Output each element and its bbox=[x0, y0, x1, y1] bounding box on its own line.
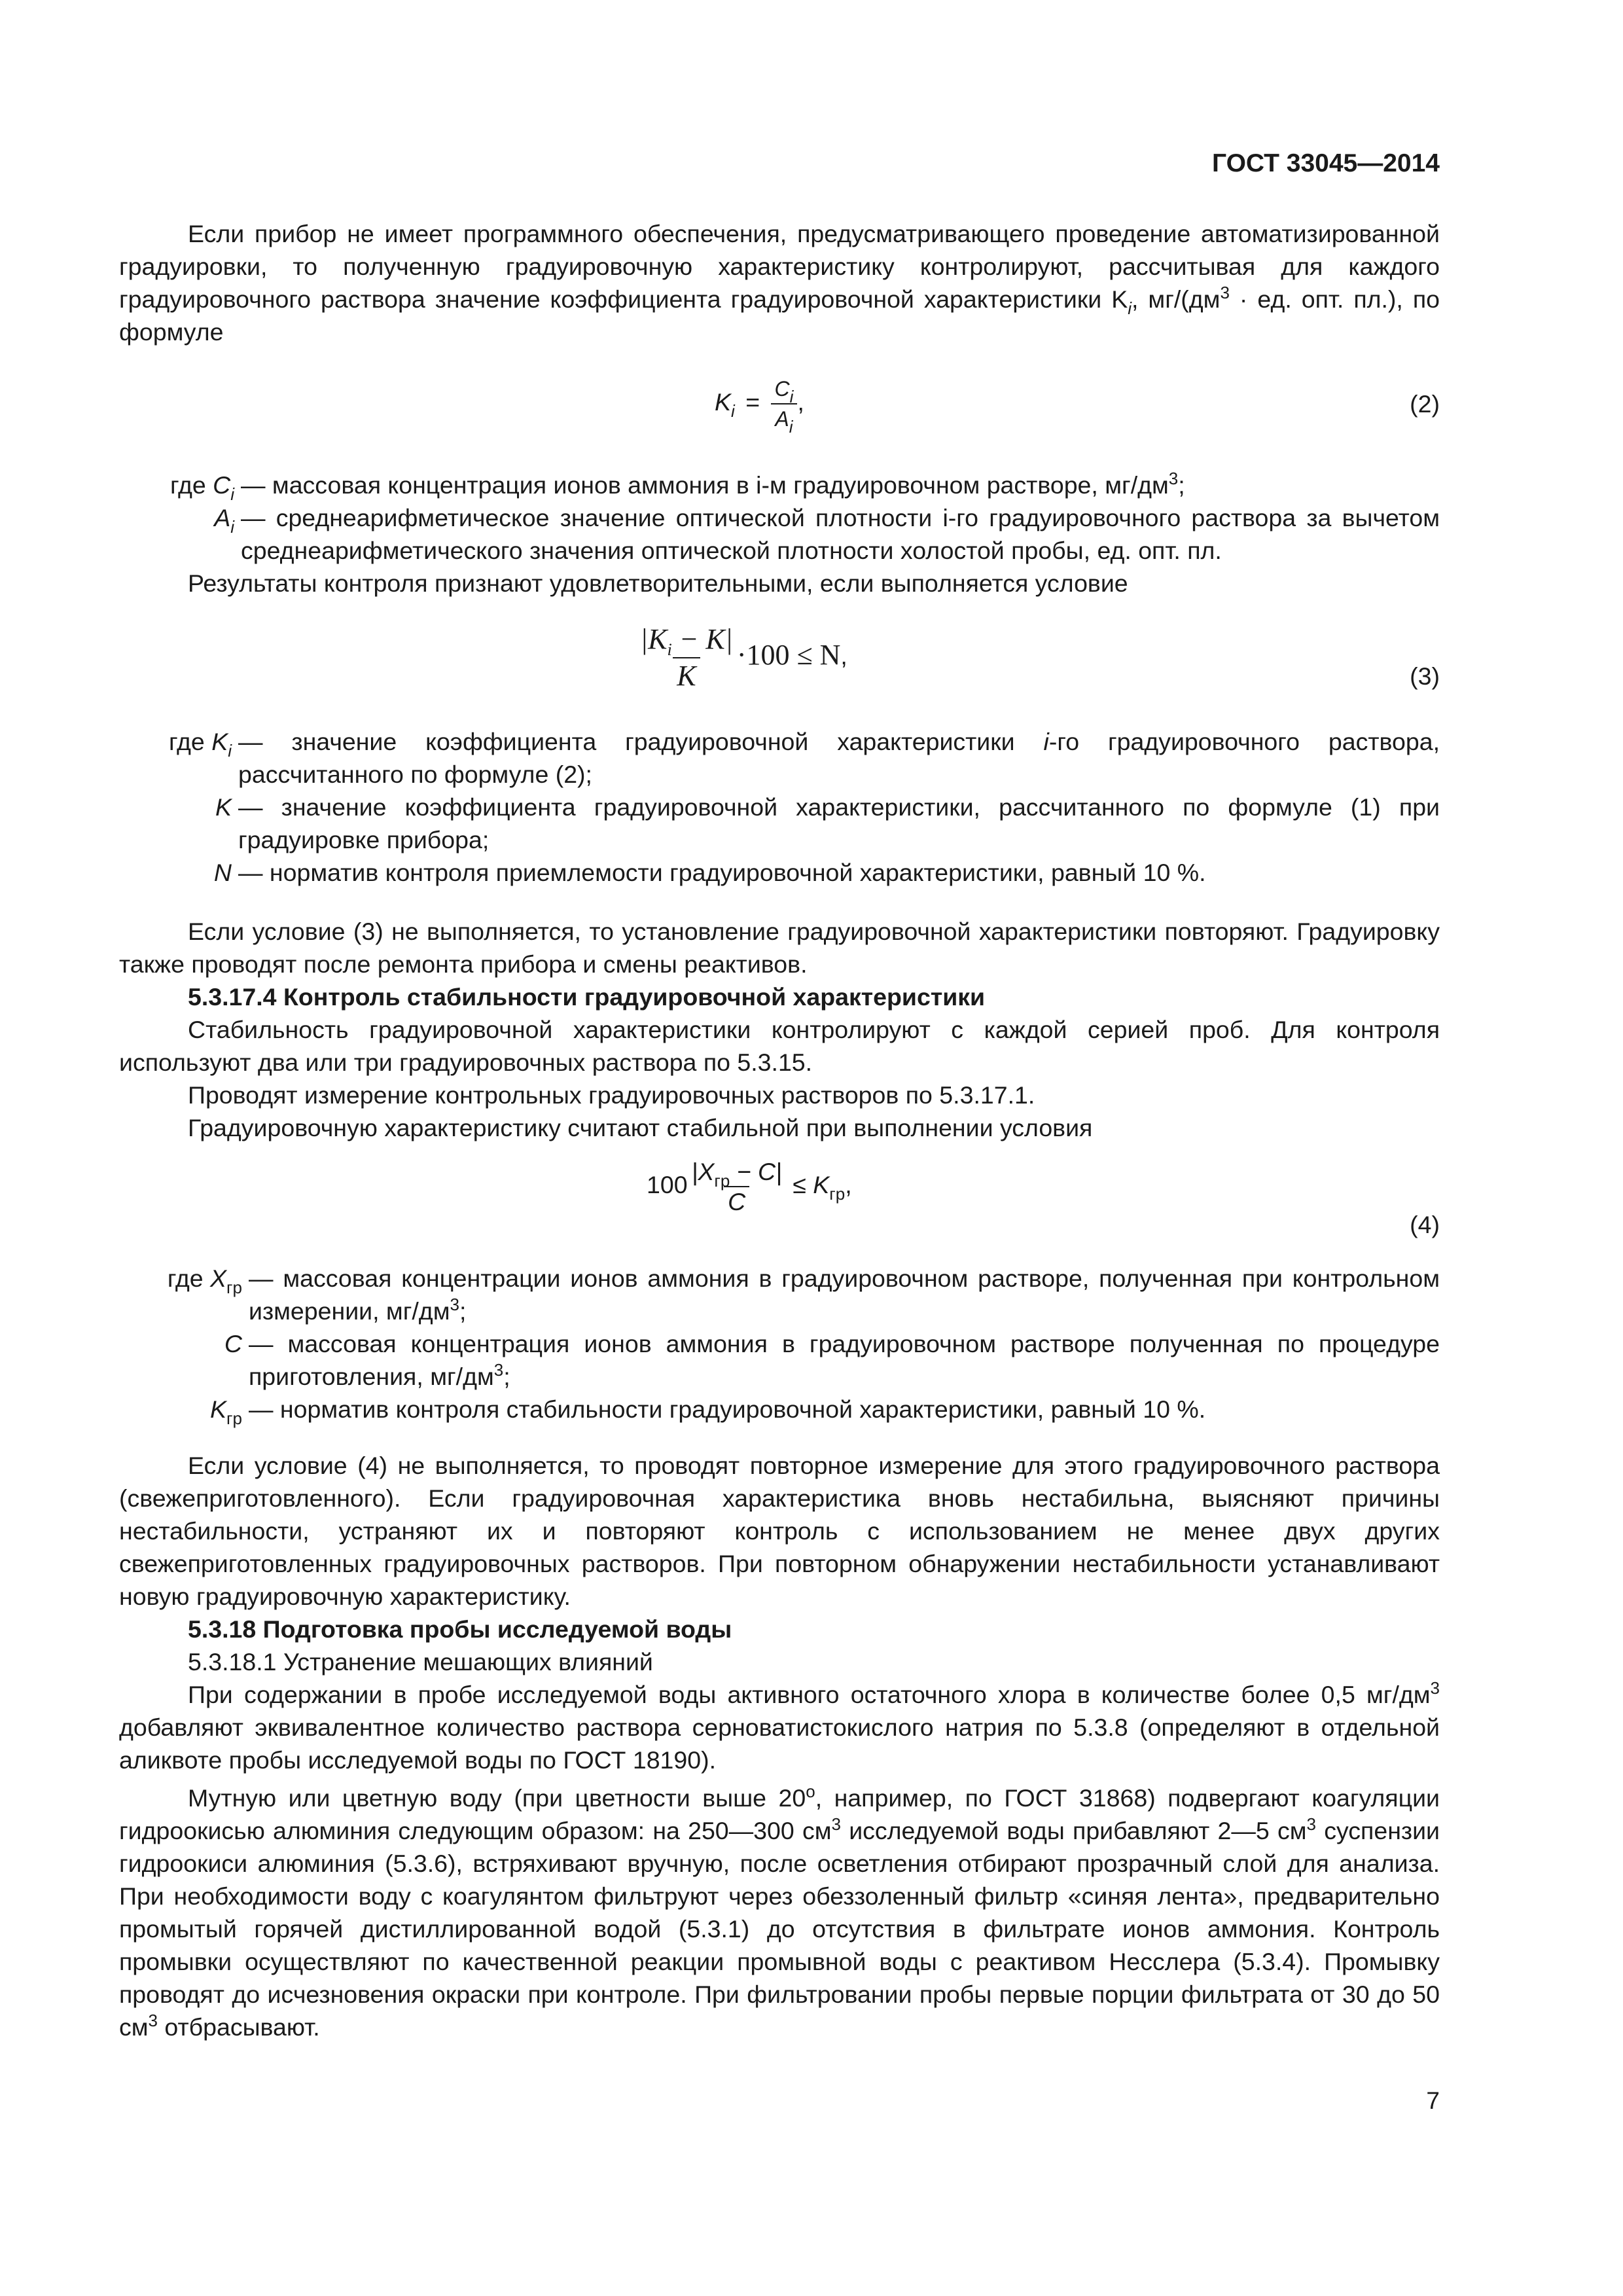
definition-ki: где $K_i$ — значение коэффициента градуировочной характеристики i-го градуировочного раствора, рассчитанного по формуле (2); bbox=[169, 728, 1440, 788]
heading-5-3-18-1: 5.3.18.1 Устранение мешающих влияний bbox=[188, 1648, 653, 1676]
formula-2-number: (2) bbox=[1410, 390, 1440, 418]
definition-c: C — массовая концентрация ионов аммония в градуировочном растворе полученная по процедуре приготовления, $мг/дм^3$; bbox=[224, 1330, 1440, 1390]
para-stability-3: Градуировочную характеристику считают стабильной при выполнении условия bbox=[188, 1114, 1093, 1141]
formula-4: 100 $\frac{|X_{гр} - C|}{C}$ ≤ $K_{гр}$, (4) bbox=[119, 1157, 1440, 1249]
definition-kgr: $K_{гр}$ — норматив контроля стабильности градуировочной характеристики, равный 10 %. bbox=[210, 1395, 1206, 1428]
para-condition-3: Если условие (3) не выполняется, то установление градуировочной характеристики повторяют. Градуировку также проводят после ремонта прибора и смены реактивов. bbox=[119, 918, 1440, 978]
para-chlorine: При содержании в пробе исследуемой воды активного остаточного хлора в количестве более 0,5 $мг/дм^3$ добавляют эквивалентное количество раствора серноватистокислого натрия по 5.3.8 (определяют в отдельной аликвоте пробы исследуемой воды по ГОСТ 18190). bbox=[119, 1678, 1440, 1774]
formula-3-fraction: $\frac{|K_i - K|}{K}$ bbox=[636, 622, 737, 694]
formula-4-fraction: $\frac{|X_{гр} - C|}{C}$ bbox=[691, 1158, 782, 1215]
heading-5-3-17-4: 5.3.17.4 Контроль стабильности градуировочной характеристики bbox=[188, 983, 986, 1011]
para-condition-4: Если условие (4) не выполняется, то проводят повторное измерение для этого градуировочного раствора (свежеприготовленного). Если градуировочная характеристика вновь нестабильна, выясняют причины нестабильности, устраняют их и повторяют контроль с использованием не менее двух других свежеприготовленных градуировочных растворов. При повторном обнаружении нестабильности устанавливают новую градуировочную характеристику. bbox=[119, 1452, 1440, 1610]
para-coagulation: Мутную или цветную воду (при цветности выше 20$^o$, например, по ГОСТ 31868) подвергают коагуляции гидроокисью алюминия следующим образом: на 250—300 $см^3$ исследуемой воды прибавляют 2—5 $см^3$ суспензии гидроокиси алюминия (5.3.6), встряхивают вручную, после осветления отбирают прозрачный слой для анализа. При необходимости воду с коагулянтом фильтруют через обеззоленный фильтр «синяя лента», предварительно промытый горячей дистиллированной водой (5.3.1) до отсутствия в фильтрате ионов аммония. Контроль промывки осуществляют по качественной реакции промывной воды с реактивом Несслера (5.3.4). Промывку проводят до исчезновения окраски при контроле. При фильтровании пробы первые порции фильтрата от 30 до 50 $см^3$ отбрасывают. bbox=[119, 1782, 1440, 2041]
formula-2-definitions bbox=[119, 469, 1440, 600]
definition-n: N — норматив контроля приемлемости градуировочной характеристики, равный 10 %. bbox=[213, 859, 1206, 886]
formula-3-number: (3) bbox=[1410, 662, 1440, 690]
para-stability-1: Стабильность градуировочной характеристики контролируют с каждой серией проб. Для контроля используют два или три градуировочных раствора по 5.3.15. bbox=[119, 1016, 1440, 1076]
formula-3-definitions bbox=[119, 725, 1440, 889]
heading-5-3-18: 5.3.18 Подготовка пробы исследуемой воды bbox=[188, 1615, 732, 1643]
results-line: Результаты контроля признают удовлетворительными, если выполняется условие bbox=[188, 569, 1128, 597]
section-5-3-17-4 bbox=[119, 915, 1440, 1144]
document-code-header: ГОСТ 33045—2014 bbox=[1212, 149, 1440, 177]
intro-paragraph: Если прибор не имеет программного обеспечения, предусматривающего проведение автоматизированной градуировки, то полученную градуировочную характеристику контролируют, рассчитывая для каждого градуировочного раствора значение коэффициента градуировочной характеристики $K_i$, $мг/(дм^3$ · ед. опт. пл.), по формуле bbox=[119, 220, 1440, 346]
formula-2-fraction: $\frac{C_i}{A_i}$ bbox=[771, 374, 798, 433]
definition-ci: где $C_i$ — массовая концентрация ионов аммония в i-м градуировочном растворе, $мг/дм^3$; bbox=[169, 469, 1185, 504]
definition-ai: $A_i$ — среднеарифметическое значение оптической плотности i-го градуировочного раствора за вычетом среднеарифметического значения оптической плотности холостой пробы, ед. опт. пл. bbox=[214, 504, 1440, 564]
section-5-3-18 bbox=[119, 1449, 1440, 2043]
definition-xgr: где $X_{гр}$ — массовая концентрации ионов аммония в градуировочном растворе, полученная при контрольном измерении, $мг/дм^3$; bbox=[167, 1265, 1440, 1325]
para-stability-2: Проводят измерение контрольных градуировочных растворов по 5.3.17.1. bbox=[188, 1081, 1035, 1109]
definition-k: K — значение коэффициента градуировочной характеристики, рассчитанного по формуле (1) при градуировке прибора; bbox=[215, 793, 1440, 853]
formula-2: $K_i$ = $\frac{C_i}{A_i}$ , (2) bbox=[119, 367, 1440, 439]
page-number: 7 bbox=[1426, 2087, 1440, 2114]
formula-4-number: (4) bbox=[1410, 1211, 1440, 1238]
formula-3: $\frac{|K_i - K|}{K}$ ·100 ≤ N, (3) bbox=[119, 622, 1440, 713]
formula-4-definitions bbox=[119, 1262, 1440, 1426]
